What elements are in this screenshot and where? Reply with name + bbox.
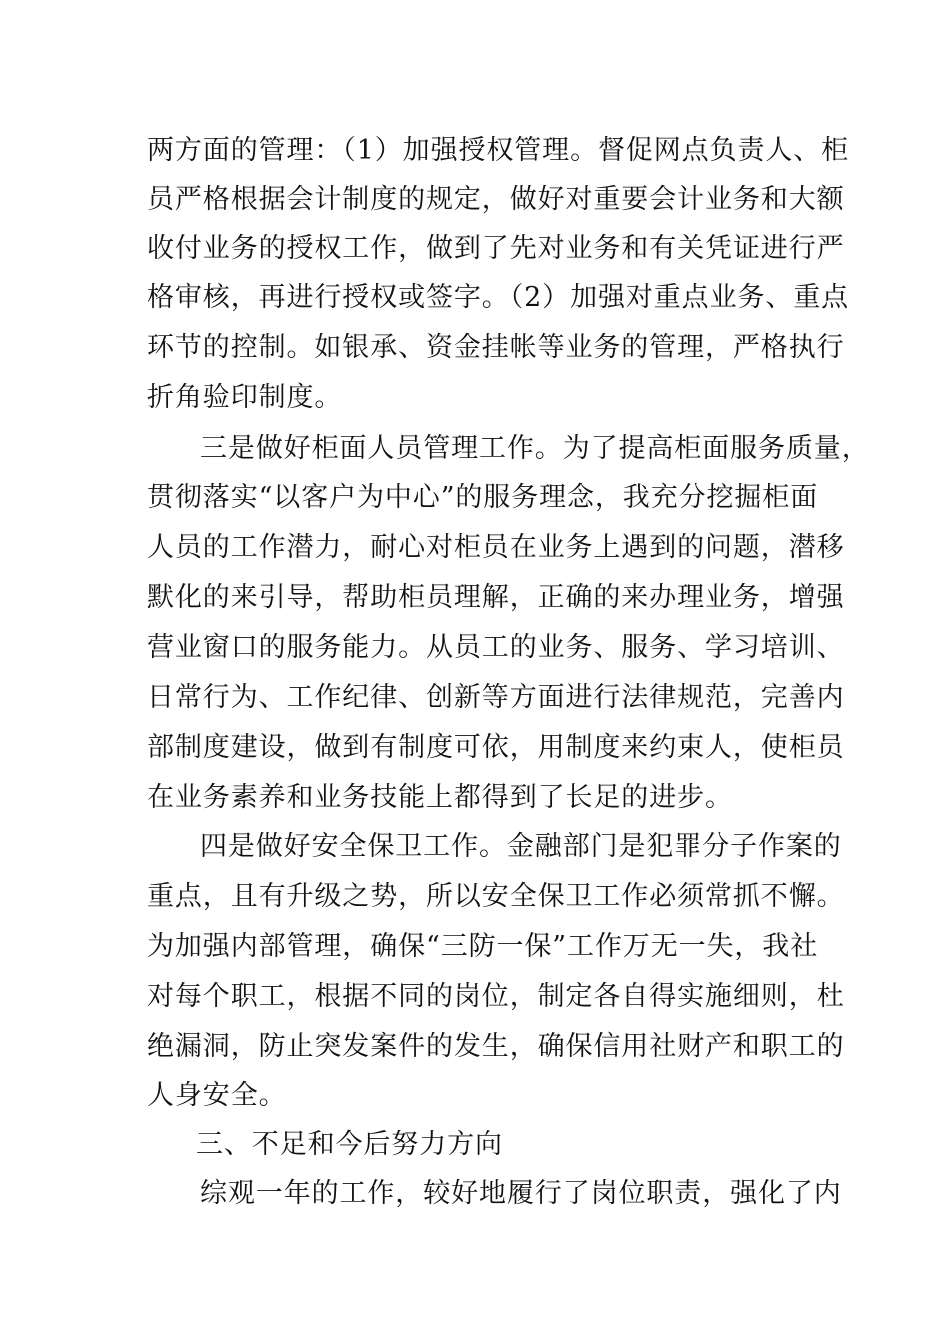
text-line: 员严格根据会计制度的规定，做好对重要会计业务和大额 [147, 184, 845, 215]
text-line: 营业窗口的服务能力。从员工的业务、服务、学习培训、 [147, 632, 845, 663]
paragraph-start-line: 综观一年的工作，较好地履行了岗位职责，强化了内 [200, 1178, 842, 1209]
text-line: 格审核，再进行授权或签字。（2）加强对重点业务、重点 [147, 282, 850, 313]
paragraph-start-line: 四是做好安全保卫工作。金融部门是犯罪分子作案的 [200, 831, 842, 862]
text-line: 对每个职工，根据不同的岗位，制定各自得实施细则，杜 [147, 981, 845, 1012]
text-line: 环节的控制。如银承、资金挂帐等业务的管理，严格执行 [147, 332, 845, 363]
text-line: 日常行为、工作纪律、创新等方面进行法律规范，完善内 [147, 682, 845, 713]
text-line: 人身安全。 [147, 1080, 287, 1111]
text-line: 部制度建设，做到有制度可依，用制度来约束人，使柜员 [147, 732, 845, 763]
text-line: 两方面的管理：（1）加强授权管理。督促网点负责人、柜 [147, 135, 850, 166]
paragraph-start-line: 三是做好柜面人员管理工作。为了提高柜面服务质量， [200, 433, 870, 464]
section-heading: 三、不足和今后努力方向 [196, 1129, 503, 1160]
text-line: 绝漏洞，防止突发案件的发生，确保信用社财产和职工的 [147, 1031, 845, 1062]
text-line: 贯彻落实“以客户为中心”的服务理念，我充分挖掘柜面 [147, 482, 819, 513]
text-line: 重点，且有升级之势，所以安全保卫工作必须常抓不懈。 [147, 881, 845, 912]
text-line: 在业务素养和业务技能上都得到了长足的进步。 [147, 782, 733, 813]
text-line: 收付业务的授权工作，做到了先对业务和有关凭证进行严 [147, 233, 845, 264]
text-line: 折角验印制度。 [147, 382, 343, 413]
text-line: 为加强内部管理，确保“三防一保”工作万无一失，我社 [147, 931, 819, 962]
text-line: 人员的工作潜力，耐心对柜员在业务上遇到的问题，潜移 [147, 532, 845, 563]
text-line: 默化的来引导，帮助柜员理解，正确的来办理业务，增强 [147, 582, 845, 613]
